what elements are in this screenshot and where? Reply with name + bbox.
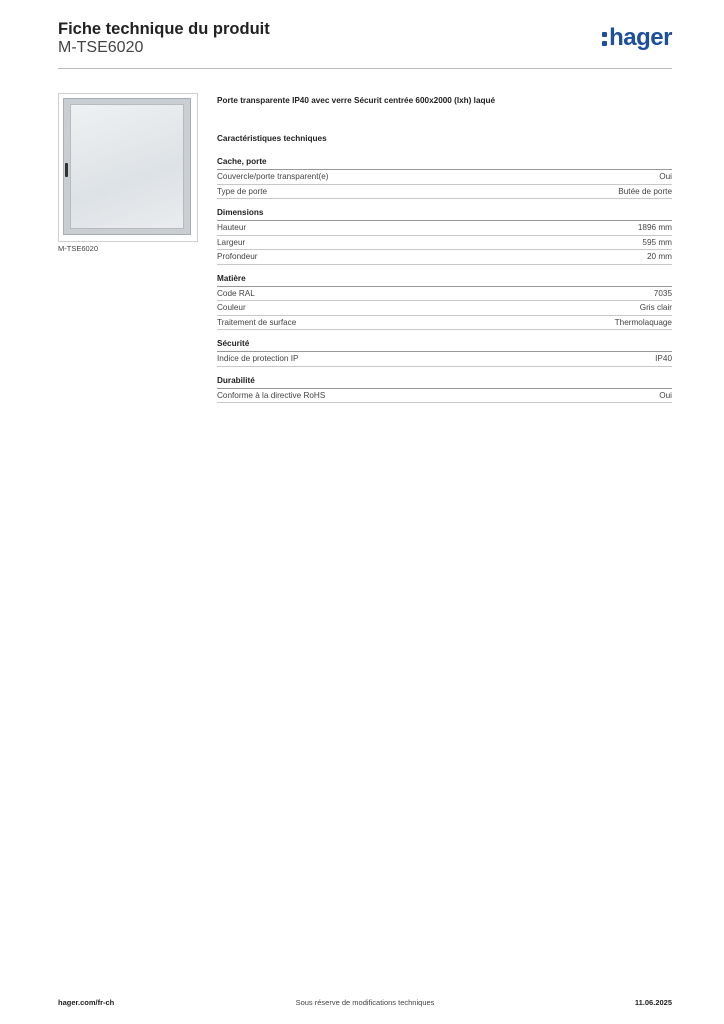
spec-section xyxy=(217,339,672,367)
spec-row xyxy=(217,352,672,367)
spec-row xyxy=(217,170,672,185)
spec-label: Code RAL xyxy=(217,288,255,298)
spec-label: Type de porte xyxy=(217,186,268,196)
spec-value: 7035 xyxy=(653,288,672,298)
product-image xyxy=(58,93,198,242)
logo-text: hager xyxy=(609,24,672,51)
spec-label: Profondeur xyxy=(217,252,258,261)
spec-value: Thermolaquage xyxy=(614,317,672,327)
spec-label: Largeur xyxy=(217,237,246,247)
spec-value: 595 mm xyxy=(642,237,672,247)
footer-date: 11.06.2025 xyxy=(634,998,672,1007)
page-title: Fiche technique du produit xyxy=(58,20,270,38)
footer-disclaimer: Sous réserve de modifications techniques xyxy=(295,998,435,1007)
section-title: Cache, porte xyxy=(217,157,672,170)
spec-row xyxy=(217,236,672,251)
spec-row xyxy=(217,250,672,265)
page-header xyxy=(58,20,672,69)
hager-logo xyxy=(602,24,672,52)
spec-value: 20 mm xyxy=(646,252,672,261)
spec-value: Butée de porte xyxy=(618,186,672,196)
spec-content xyxy=(217,96,672,412)
section-title: Dimensions xyxy=(217,208,672,221)
image-caption: M-TSE6020 xyxy=(58,244,99,253)
spec-row xyxy=(217,221,672,236)
spec-row xyxy=(217,389,672,404)
spec-value: Oui xyxy=(659,390,672,400)
spec-label: Hauteur xyxy=(217,223,247,232)
spec-row xyxy=(217,185,672,200)
spec-section xyxy=(217,376,672,404)
product-reference: M-TSE6020 xyxy=(58,39,144,56)
logo-colon-icon xyxy=(602,24,607,48)
section-title: Matière xyxy=(217,274,672,287)
spec-section xyxy=(217,274,672,331)
spec-label: Couvercle/porte transparent(e) xyxy=(217,172,329,181)
spec-value: Oui xyxy=(659,172,672,181)
footer-website-link[interactable]: hager.com/fr-ch xyxy=(58,998,115,1007)
spec-row xyxy=(217,287,672,302)
door-icon xyxy=(63,98,191,235)
spec-value: 1896 mm xyxy=(637,223,672,232)
characteristics-title: Caractéristiques techniques xyxy=(217,134,327,143)
spec-section xyxy=(217,208,672,265)
section-title: Durabilité xyxy=(217,376,672,389)
spec-label: Traitement de surface xyxy=(217,317,297,327)
spec-value: Gris clair xyxy=(639,303,672,312)
section-title: Sécurité xyxy=(217,339,672,352)
spec-value: IP40 xyxy=(655,354,672,363)
spec-row xyxy=(217,301,672,316)
spec-row xyxy=(217,316,672,331)
spec-label: Couleur xyxy=(217,303,246,312)
spec-label: Indice de protection IP xyxy=(217,354,299,363)
spec-section xyxy=(217,157,672,199)
product-description: Porte transparente IP40 avec verre Sécurit centrée 600x2000 (lxh) laqué xyxy=(217,96,496,105)
spec-label: Conforme à la directive RoHS xyxy=(217,390,326,400)
